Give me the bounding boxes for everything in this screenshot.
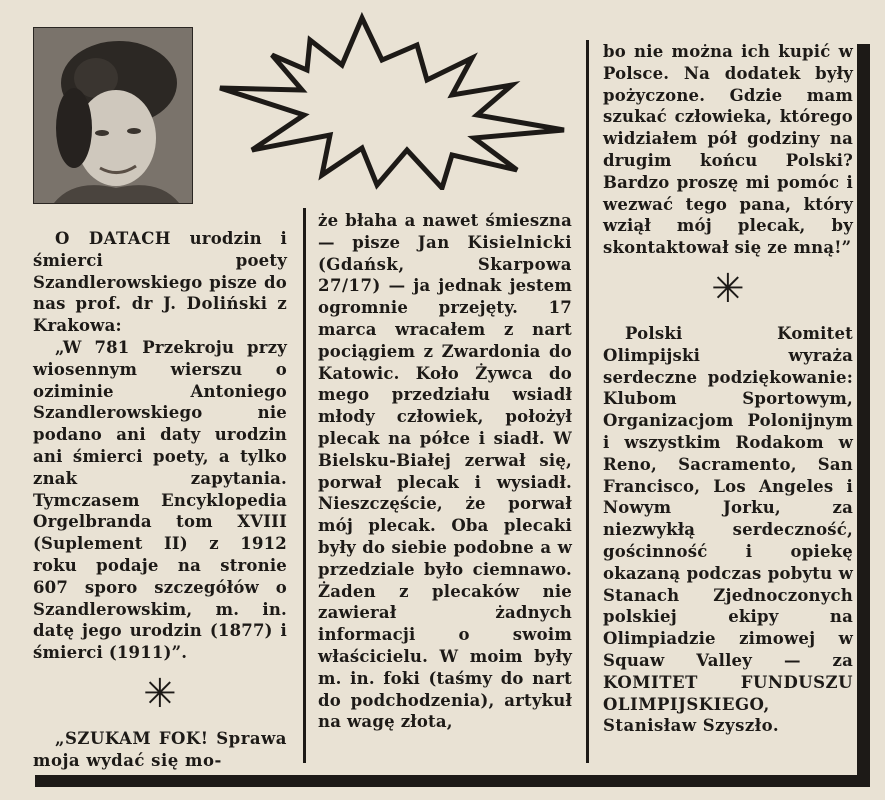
author-name: Jan Kisielnicki (Gdańsk, Skarpowa 27/17)	[318, 232, 572, 296]
page-border-right	[857, 44, 870, 784]
letter-heading-szukam-fok: „SZUKAM FOK! Sprawa moja wydać się mo-	[33, 728, 287, 770]
paragraph-text: z Krakowa:	[33, 294, 287, 336]
olympic-committee-thanks	[603, 323, 853, 737]
lead-caps: O DATACH	[55, 229, 171, 248]
letter-continuation: bo nie można ich kupić w Polsce. Na dodatek były pożyczone. Gdzie mam szukać człowieka, którego widziałem pół godziny na drugim końcu Polski? Bardzo proszę mi pomóc i wezwać tego pana, który wziął mój plecak, by skontaktował się ze mną!”	[603, 42, 853, 258]
letter-kisielnicki	[318, 210, 572, 733]
asterisk-separator-icon: ✳	[143, 670, 177, 717]
column-divider-2	[586, 40, 589, 763]
signature: KOMITET FUNDUSZU OLIMPIJSKIEGO, Stanisław Szyszło.	[603, 672, 853, 736]
portrait-illustration	[34, 28, 192, 203]
letter-doliński	[33, 228, 287, 337]
paragraph-text: Polski Komitet Olimpijski wyraża serdeczne podziękowanie: Klubom Sportowym, Organizacjom Polonijnym i wszystkim Rodakom w Reno, Sacramento, San Francisco, Los Angeles i Nowym Jorku, za niezwykłą serdeczność, gościnność i opiekę okazaną podczas pobytu w Stanach Zjednoczonych polskiej ekipy na Olimpiadzie zimowej w Squaw Valley — za	[603, 323, 853, 670]
paragraph-text: — ja jednak jestem ogromnie przejęty. 17 marca wracałem z nart pociągiem z Zwardonia do Katowic. Koło Żywca do mego przedziału wsiadł młody człowiek, położył plecak na półce i siadł. W Bielsku-Białej zerwał się, porwał plecak i wysiadł. Nieszczęście, że porwał mój plecak. Oba plecaki były do siebie podobne a w przedziale było ciemnawo. Żaden z plecaków nie zawierał żadnych informacji o swoim właścicielu. W moim były m. in. foki (taśmy do nart do podchodzenia), artykuł na wagę złota,	[318, 276, 572, 732]
portrait-photo	[33, 27, 193, 204]
paragraph-text: urodzin i śmierci poety Szandlerowskiego pisze do nas	[33, 229, 288, 314]
page-border-bottom	[35, 775, 870, 787]
column-3	[603, 41, 853, 737]
paragraph-text: że błaha a nawet śmieszna — pisze	[318, 211, 572, 252]
author-name: prof. dr J. Doliński	[75, 294, 268, 314]
asterisk-separator-icon: ✳	[711, 265, 745, 312]
decorative-star-outline	[212, 10, 572, 190]
column-divider-1	[303, 208, 306, 763]
column-2	[318, 210, 572, 733]
column-1	[33, 228, 287, 772]
letter-body: „W 781 Przekroju przy wiosennym wierszu o oziminie Antoniego Szandlerowskiego nie podano ani daty urodzin ani śmierci poety, a tylko znak zapytania. Tymczasem Encyklopedia Orgelbranda tom XVIII (Suplement II) z 1912 roku podaje na stronie 607 sporo szczegółów o Szandlerowskim, m. in. datę jego urodzin (1877) i śmierci (1911)”.	[33, 337, 287, 663]
